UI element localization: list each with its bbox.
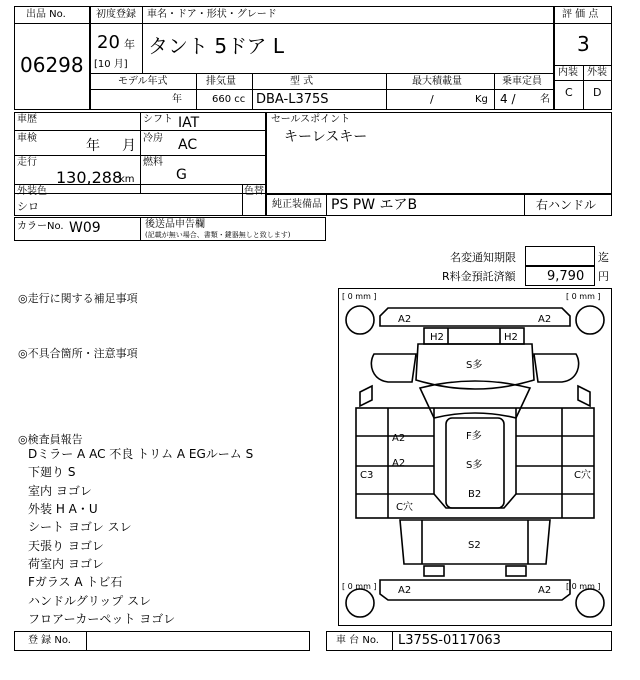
report-line: 天張り ヨゴレ [28,539,104,553]
inspection-year: 年 [86,138,100,154]
name-change-field [525,246,595,266]
displacement-value: 660 cc [212,94,246,105]
name-label: 車名・ドア・形状・グレード [147,9,277,20]
chassis-label: 車 台 No. [336,635,379,646]
report-line: Fガラス A トビ石 [28,575,123,589]
docs-note: (記載が無い場合、書類・鍵器無しと致します) [145,231,291,239]
tire-fr-label: [ 0 mm ] [566,292,601,301]
color-no-label: カラーNo. [17,221,64,232]
first-reg-label: 初度登録 [96,9,136,20]
inspection-month: 月 [122,138,136,154]
model-year-unit: 年 [172,94,182,105]
report-line: 荷室内 ヨゴレ [28,557,104,571]
mark-quarter-l: C3 [360,470,374,481]
steering-value: 右ハンドル [536,198,597,212]
mark-roof-front: F多 [466,431,482,442]
car-damage-diagram [338,288,612,626]
sales-point-value: キーレスキー [284,129,368,145]
max-load-value: / [430,93,434,106]
mark-back-door: S2 [468,540,481,551]
mark-rear-bumper-r: A2 [538,585,552,596]
report-line: 外装 H A・U [28,502,98,516]
recycle-unit: 円 [598,270,609,283]
mileage-unit: km [119,174,135,185]
name-change-label: 名変通知期限 [450,251,516,264]
color-value: シロ [17,200,39,213]
tire-front-left [346,306,374,334]
inspector-label: ◎検査員報告 [18,433,83,446]
recycle-value: 9,790 [547,269,585,284]
mark-rear-bumper-l: A2 [398,585,412,596]
type-label: 型 式 [290,76,314,87]
fuel-label: 燃料 [143,157,163,168]
capacity-unit: 名 [540,94,550,105]
displacement-label: 排気量 [206,76,236,87]
reg-no-label: 登 録 No. [28,635,71,646]
type-value: DBA-L375S [256,92,329,107]
color-label: 外装色 [17,186,47,197]
color-box [14,184,266,216]
lot-number-value: 06298 [20,53,84,77]
mark-rocker-l: C穴 [396,502,413,513]
score-value: 3 [577,32,590,56]
exterior-label: 外装 [587,67,607,78]
reg-month-value: [10 月] [94,59,128,70]
reg-year-unit: 年 [124,38,135,51]
fuel-value: G [176,167,187,183]
tire-rear-left [346,589,374,617]
tire-rear-right [576,589,604,617]
shift-value: IAT [178,115,200,131]
report-line: ハンドルグリップ スレ [28,594,152,608]
capacity-label: 乗車定員 [502,76,542,87]
chassis-value: L375S-0117063 [398,633,501,648]
mark-front-bumper-l: A2 [398,314,412,325]
tire-fl-label: [ 0 mm ] [342,292,377,301]
recycle-label: R料金預託済額 [442,270,516,283]
mark-hood: S多 [466,360,483,371]
ac-value: AC [178,137,198,153]
tire-rl-label: [ 0 mm ] [342,582,377,591]
reg-year-value: 20 [97,32,120,53]
mark-door-fl: A2 [392,433,406,444]
model-year-label: モデル年式 [118,76,168,87]
inspection-label: 車検 [17,133,37,144]
tire-rr-label: [ 0 mm ] [566,582,601,591]
interior-label: 内装 [558,67,578,78]
car-name-value: タント 5ドア L [148,34,284,58]
sales-point-label: セールスポイント [271,114,351,125]
mileage-label: 走行 [17,157,37,168]
capacity-value: 4 / [500,92,516,106]
score-label: 評 価 点 [562,9,599,20]
shift-label: シフト [143,114,173,125]
mark-head-l: H2 [430,332,444,343]
mark-roof-mid: S多 [466,460,483,471]
name-change-unit: 迄 [598,251,609,264]
lot-number-label: 出品 No. [26,9,66,20]
mark-head-r: H2 [504,332,518,343]
ac-label: 冷房 [143,133,163,144]
mark-quarter-r: C穴 [574,470,591,481]
mark-front-bumper-r: A2 [538,314,552,325]
mark-door-rl: A2 [392,458,406,469]
mileage-value: 130,288 [56,168,123,187]
equipment-value: PS PW エアB [331,197,418,213]
report-line: シート ヨゴレ スレ [28,520,132,534]
max-load-unit: Kg [475,94,488,105]
history-label: 車歴 [17,114,37,125]
equipment-label: 純正装備品 [272,199,322,210]
report-line: フロアーカーペット ヨゴレ [28,612,176,626]
exterior-value: D [593,86,602,99]
tire-front-right [576,306,604,334]
max-load-label: 最大積載量 [412,76,462,87]
mark-roof-rear: B2 [468,489,482,500]
report-line: Dミラー A AC 不良 トリム A EGルーム S [28,447,254,461]
docs-label: 後送品申告欄 [145,219,205,230]
color-no-value: W09 [69,220,101,236]
color-change-label: 色替 [244,186,264,197]
interior-value: C [565,86,573,99]
defects-label: ◎不具合箇所・注意事項 [18,347,138,360]
report-line: 室内 ヨゴレ [28,484,92,498]
report-line: 下廻り S [28,465,76,479]
driving-notes-label: ◎走行に関する補足事項 [18,292,138,305]
